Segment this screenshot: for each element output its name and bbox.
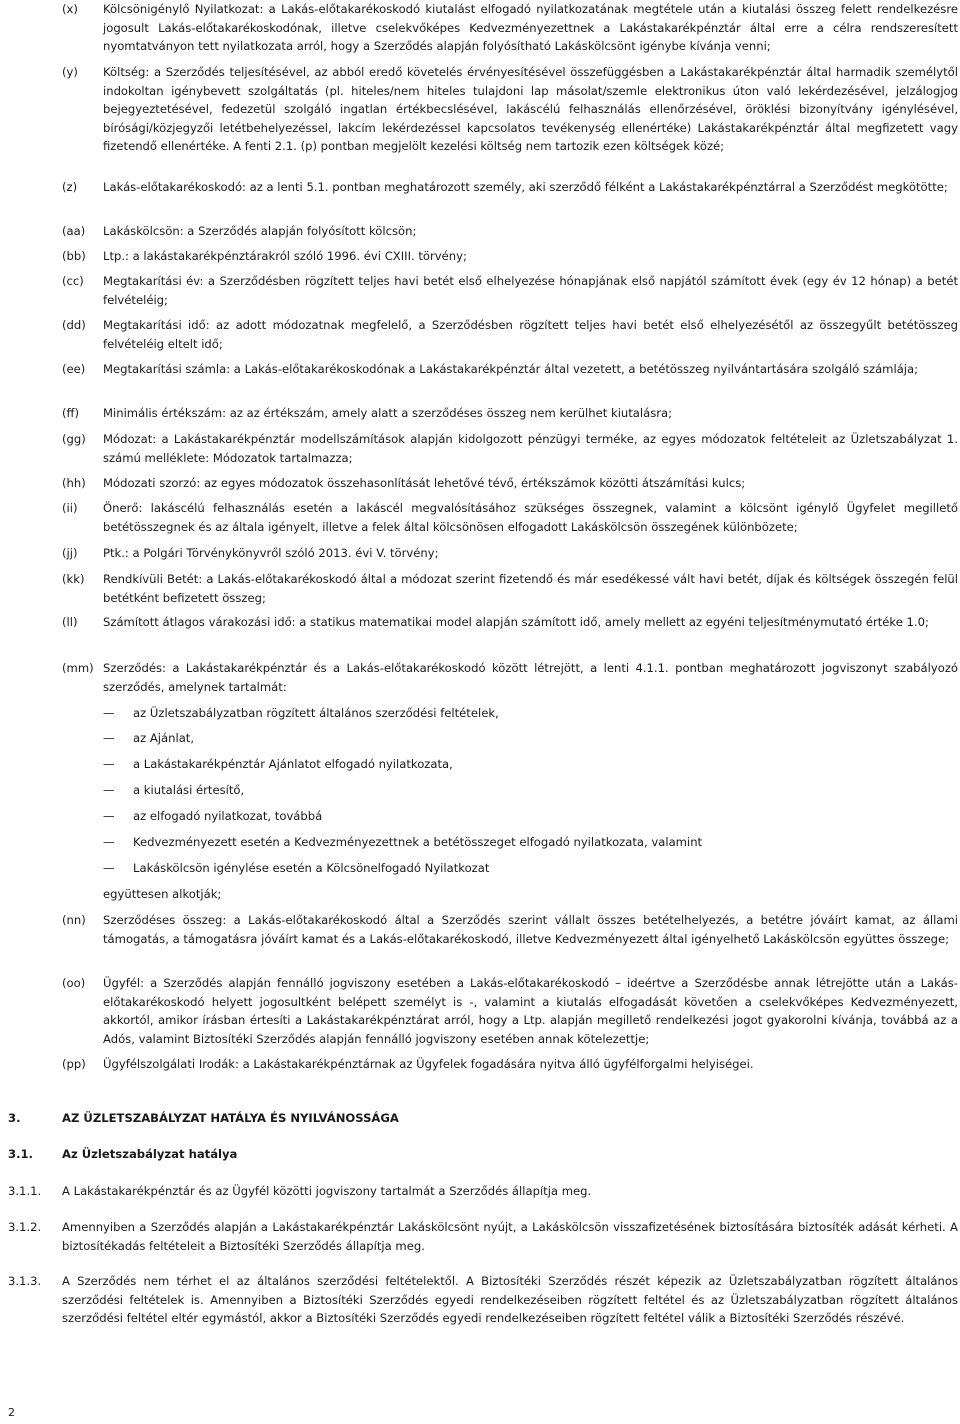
definition-text: Lakáskölcsön: a Szerződés alapján folyósított kölcsön; xyxy=(103,224,417,238)
definition-text: Szerződés: a Lakástakarékpénztár és a Lakás-előtakarékoskodó között létrejött, a lenti 4.1.1. pontban meghatározott jogviszonyt szabályozó szerződés, amelynek tartalmát: xyxy=(103,661,958,694)
definition-text: Megtakarítási év: a Szerződésben rögzített teljes havi betét első elhelyezése hónapjának első napjától számított évek (egy év 12 hónap) a betét felvételéig; xyxy=(103,274,958,307)
definition-label: (y) xyxy=(62,65,78,79)
definition-text: Szerződéses összeg: a Lakás-előtakarékoskodó által a Szerződés szerint vállalt összes betételhelyezés, a betétre jóváírt kamat, az állami támogatás, a támogatásra jóváírt kamat és a Lakás-előtakarékoskodó, illetve Kedvezményezett által igényelhető Lakáskölcsön együttes összege; xyxy=(103,913,958,946)
definition-text: Ügyfélszolgálati Irodák: a Lakástakarékpénztárnak az Ügyfelek fogadására nyitva álló ügyfélforgalmi helyiségei. xyxy=(103,1057,754,1071)
list-item-text: Lakáskölcsön igénylése esetén a Kölcsönelfogadó Nyilatkozat xyxy=(133,861,490,875)
definition-text: Ügyfél: a Szerződés alapján fennálló jogviszony esetében a Lakás-előtakarékoskodó – ideértve a Szerződésbe annak létrejötte után a Lakás-előtakarékoskodó helyett jogosultként belépett személyt is -, valamint a kiutalás elfogadását követően a cselekvőképes Kedvezményezett, akkortól, amikor írásban értesíti a Lakástakarékpénztárat arról, hogy a Ltp. alapján megillető rendelkezési jogot gyakorolni kívánja, továbbá az a Adós, valamint Biztosítéki Szerződés alapján fennálló jogviszony esetében annak kötelezettje; xyxy=(103,976,958,1046)
definition-label: (kk) xyxy=(62,572,85,586)
section-number: 3. xyxy=(8,1111,21,1125)
definition-text: Ltp.: a lakástakarékpénztárakról szóló 1996. évi CXIII. törvény; xyxy=(103,249,467,263)
definition-label: (jj) xyxy=(62,546,78,560)
list-item-text: a Lakástakarékpénztár Ajánlatot elfogadó nyilatkozata, xyxy=(133,757,453,771)
dash-bullet: — xyxy=(103,757,115,771)
definition-label: (gg) xyxy=(62,432,86,446)
clause-text: Amennyiben a Szerződés alapján a Lakástakarékpénztár Lakáskölcsönt nyújt, a Lakáskölcsön visszafizetésének biztosítására biztosíték adását kérheti. A biztosítékadás feltételeit a Biztosítéki Szerződés állapítja meg. xyxy=(62,1220,958,1253)
list-item-text: az elfogadó nyilatkozat, továbbá xyxy=(133,809,323,823)
list-item-text: az Ajánlat, xyxy=(133,731,195,745)
definition-text: Számított átlagos várakozási idő: a statikus matematikai model alapján számított idő, amely mellett az egyéni teljesítménymutató értéke 1.0; xyxy=(103,615,929,629)
dash-bullet: — xyxy=(103,783,115,797)
dash-bullet: — xyxy=(103,809,115,823)
definition-text: Lakás-előtakarékoskodó: az a lenti 5.1. pontban meghatározott személy, aki szerződő félként a Lakástakarékpénztárral a Szerződést megkötötte; xyxy=(103,180,948,194)
definition-label: (ee) xyxy=(62,362,86,376)
clause-number: 3.1.2. xyxy=(8,1220,42,1234)
definition-label: (x) xyxy=(62,2,78,16)
definition-text: Módozat: a Lakástakarékpénztár modellszámítások alapján kidolgozott pénzügyi terméke, az egyes módozatok feltételeit az Üzletszabályzat 1. számú melléklete: Módozatok tartalmazza; xyxy=(103,432,958,465)
definition-label: (pp) xyxy=(62,1057,86,1071)
definition-label: (ff) xyxy=(62,406,80,420)
definition-text: Önerő: lakáscélú felhasználás esetén a lakáscél megvalósításához szükséges összegnek, valamint a kölcsönt igénylő Ügyfelet megillető betétösszegnek és az általa igényelt, illetve a felek által kölcsönösen elfogadott Lakáskölcsön összegének különbözete; xyxy=(103,501,958,534)
list-item-text: Kedvezményezett esetén a Kedvezményezettnek a betétösszeget elfogadó nyilatkozata, valamint xyxy=(133,835,703,849)
list-item-text: a kiutalási értesítő, xyxy=(133,783,245,797)
definition-text: Rendkívüli Betét: a Lakás-előtakarékoskodó által a módozat szerint fizetendő és már esedékessé vált havi betét, díjak és költségek összegén felül betétként befizetett összeg; xyxy=(103,572,958,605)
definition-label: (z) xyxy=(62,180,78,194)
clause-text: A Lakástakarékpénztár és az Ügyfél közötti jogviszony tartalmát a Szerződés állapítja meg. xyxy=(62,1184,592,1198)
dash-bullet: — xyxy=(103,835,115,849)
mm-closing-text: együttesen alkotják; xyxy=(103,887,222,901)
dash-bullet: — xyxy=(103,861,115,875)
subsection-number: 3.1. xyxy=(8,1147,33,1161)
definition-text: Minimális értékszám: az az értékszám, amely alatt a szerződéses összeg nem kerülhet kiutalásra; xyxy=(103,406,673,420)
clause-number: 3.1.3. xyxy=(8,1274,42,1288)
subsection-title: Az Üzletszabályzat hatálya xyxy=(62,1147,238,1161)
page-number: 2 xyxy=(8,1406,15,1419)
list-item-text: az Üzletszabályzatban rögzített általános szerződési feltételek, xyxy=(133,706,499,720)
definition-text: Megtakarítási idő: az adott módozatnak megfelelő, a Szerződésben rögzített teljes havi betét első elhelyezésétől az összegyűlt betétösszeg felvételéig eltelt idő; xyxy=(103,318,958,351)
dash-bullet: — xyxy=(103,706,115,720)
definition-label: (cc) xyxy=(62,274,84,288)
definition-label: (dd) xyxy=(62,318,86,332)
section-title: AZ ÜZLETSZABÁLYZAT HATÁLYA ÉS NYILVÁNOSSÁGA xyxy=(62,1111,399,1125)
definition-text: Megtakarítási számla: a Lakás-előtakarékoskodónak a Lakástakarékpénztár által vezetett, a betétösszeg nyilvántartására szolgáló számlája; xyxy=(103,362,919,376)
definition-label: (mm) xyxy=(62,661,94,675)
definition-text: Kölcsönigénylő Nyilatkozat: a Lakás-előtakarékoskodó kiutalást elfogadó nyilatkozatának megtétele után a kiutalási összeg felett rendelkezésre jogosult Lakás-előtakarékoskodónak, illetve cselekvőképes Kedvezményezettnek a Lakástakarékpénztár által erre a célra rendszeresített nyomtatványon tett nyilatkozata arról, hogy a Szerződés alapján folyósítható Lakáskölcsönt igénybe kívánja venni; xyxy=(103,2,958,54)
definition-label: (hh) xyxy=(62,476,86,490)
dash-bullet: — xyxy=(103,731,115,745)
definition-text: Ptk.: a Polgári Törvénykönyvről szóló 2013. évi V. törvény; xyxy=(103,546,439,560)
definition-label: (bb) xyxy=(62,249,86,263)
definition-text: Módozati szorzó: az egyes módozatok összehasonlítását lehetővé tévő, értékszámok közötti átszámítási kulcs; xyxy=(103,476,746,490)
definition-label: (ii) xyxy=(62,501,78,515)
clause-number: 3.1.1. xyxy=(8,1184,42,1198)
clause-text: A Szerződés nem térhet el az általános szerződési feltételektől. A Biztosítéki Szerződés részét képezik az Üzletszabályzatban rögzített általános szerződési feltételek is. Amennyiben a Biztosítéki Szerződés egyedi rendelkezéseiben rögzített feltétel és az Üzletszabályzatban rögzített általános szerződési feltétel eltér egymástól, akkor a Biztosítéki Szerződés egyedi rendelkezéseiben rögzített feltétel válik a Biztosítéki Szerződés részévé. xyxy=(62,1274,958,1326)
definition-label: (aa) xyxy=(62,224,86,238)
definition-label: (oo) xyxy=(62,976,86,990)
definition-label: (ll) xyxy=(62,615,78,629)
definition-label: (nn) xyxy=(62,913,86,927)
definition-text: Költség: a Szerződés teljesítésével, az abból eredő követelés érvényesítésével összefüggésben a Lakástakarékpénztár által harmadik személytől indokoltan igénybevett szolgáltatás (pl. hiteles/nem hiteles tulajdoni lap másolat/szemle elektronikus úton való lekérdezésével, jelzálogjog bejegyeztetésével, fedezetül szolgáló ingatlan értékbecslésével, lakáscélú felhasználás ellenőrzésével, öröklési bizonyítvány igénylésével, bírósági/közjegyzői letétbehelyezéssel, lakcím lekérdezéssel kapcsolatos tevékenység ellenértéke) Lakástakarékpénztár által megfizetett vagy fizetendő ellenértéke. A fenti 2.1. (p) pontban megjelölt kezelési költség nem tartozik ezen költségek közé; xyxy=(103,65,958,154)
